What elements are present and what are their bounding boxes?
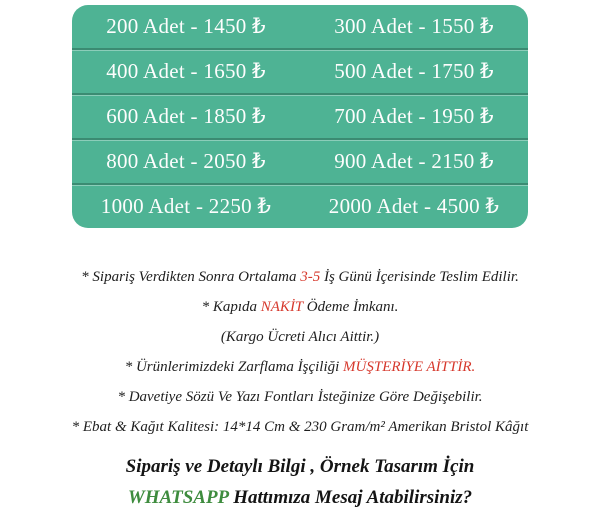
note-payment (0, 292, 600, 322)
price-cell: 200 Adet - 1450 ₺ (106, 14, 266, 38)
price-cell: 600 Adet - 1850 ₺ (106, 104, 266, 128)
price-cell: 400 Adet - 1650 ₺ (106, 59, 266, 83)
note-text: * Sipariş Verdikten Sonra Ortalama (81, 269, 301, 285)
price-row (72, 5, 528, 48)
note-highlight: 3-5 (300, 269, 321, 285)
note-delivery (0, 262, 600, 292)
note-text: İş Günü İçerisinde Teslim Edilir. (320, 269, 519, 285)
note-size-quality: * Ebat & Kağıt Kalitesi: 14*14 Cm & 230 Gram/m² Amerikan Bristol Kâğıt (71, 419, 529, 435)
footer-line2 (0, 482, 600, 513)
note-highlight: NAKİT (260, 299, 304, 315)
price-cell: 900 Adet - 2150 ₺ (334, 149, 494, 173)
note-text: * Kapıda (201, 299, 261, 315)
note-text: Ödeme İmkanı. (303, 299, 399, 315)
whatsapp-label: WHATSAPP (127, 487, 229, 508)
notes-section (0, 262, 600, 442)
price-table (72, 5, 528, 228)
price-cell: 800 Adet - 2050 ₺ (106, 149, 266, 173)
price-cell: 300 Adet - 1550 ₺ (334, 14, 494, 38)
price-row (72, 93, 528, 138)
note-envelope (0, 352, 600, 382)
note-shipping: (Kargo Ücreti Alıcı Aittir.) (220, 329, 380, 345)
price-cell: 1000 Adet - 2250 ₺ (100, 194, 272, 218)
footer-section (0, 451, 600, 513)
footer-line1: Sipariş ve Detaylı Bilgi , Örnek Tasarım İçin (125, 456, 475, 477)
price-cell: 500 Adet - 1750 ₺ (334, 59, 494, 83)
note-customization: * Davetiye Sözü Ve Yazı Fontları İsteğinize Göre Değişebilir. (117, 389, 483, 405)
footer-text: Hattımıza Mesaj Atabilirsiniz? (228, 487, 473, 508)
note-text: * Ürünlerimizdeki Zarflama İşçiliği (124, 359, 344, 375)
price-cell: 700 Adet - 1950 ₺ (334, 104, 494, 128)
price-cell: 2000 Adet - 4500 ₺ (328, 194, 500, 218)
price-row (72, 48, 528, 93)
price-row (72, 183, 528, 228)
note-highlight: MÜŞTERİYE AİTTİR. (343, 359, 476, 375)
price-row (72, 138, 528, 183)
